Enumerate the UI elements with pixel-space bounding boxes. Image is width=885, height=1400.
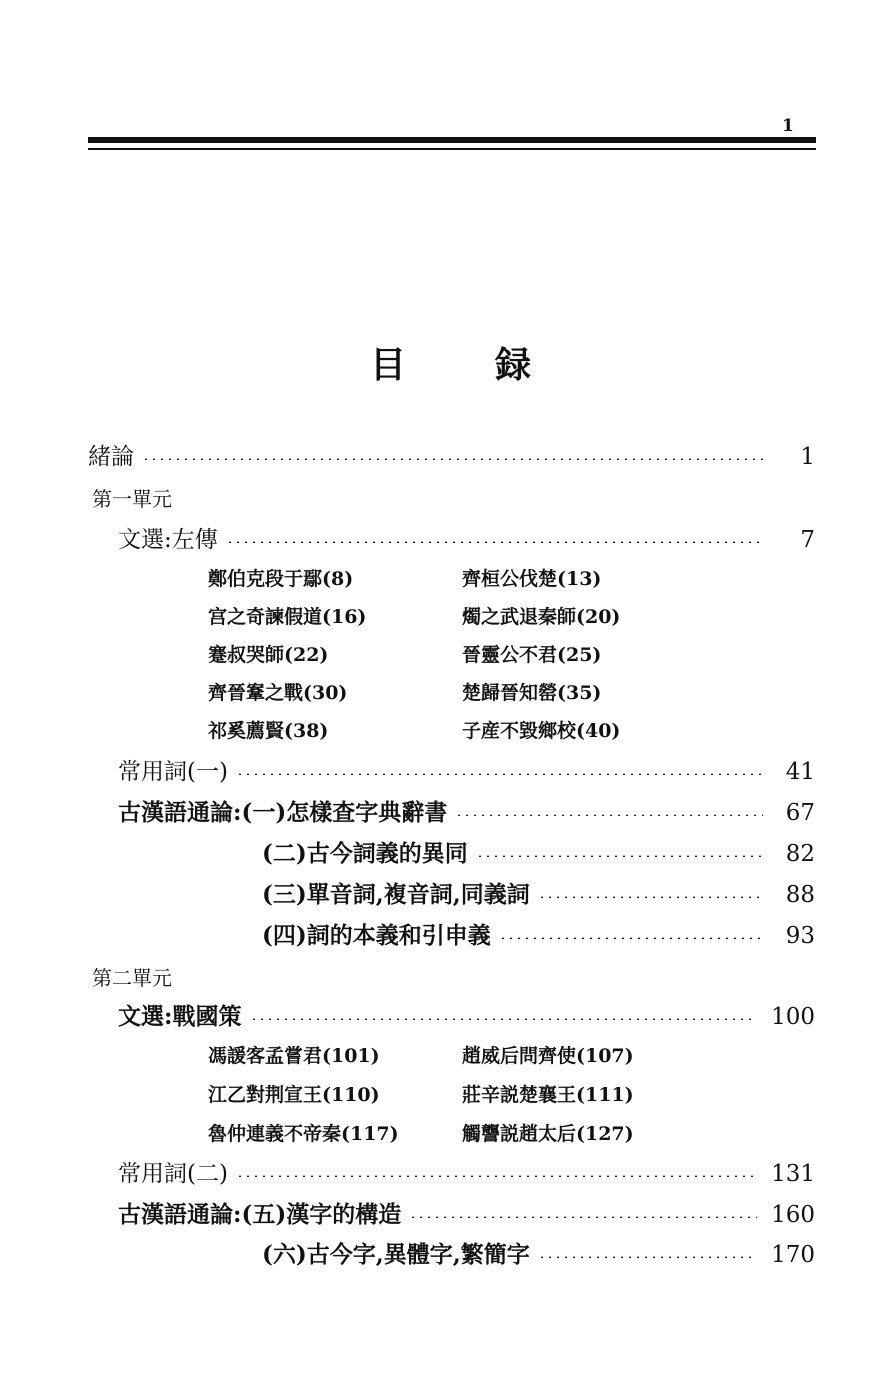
selection-item[interactable]: 鄭伯克段于鄢(8) [208,568,354,590]
toc-entry-page: 160 [771,1202,815,1228]
selection-item[interactable]: 祁奚薦賢(38) [208,720,329,742]
toc-entry-page: 41 [785,759,815,785]
toc-entry-theory-1[interactable] [118,796,815,830]
dot-leader [538,1256,757,1258]
title-char-1: 目 [370,344,407,386]
toc-entry-page: 7 [800,527,815,553]
page-title [370,340,540,390]
dot-leader [409,1216,757,1218]
toc-entry-theory-6[interactable] [262,1238,815,1272]
toc-entry-theory-4[interactable] [262,919,815,953]
toc-entry-label: 緒論 [88,444,134,470]
dot-leader [476,855,763,857]
toc-entry-label: (二)古今詞義的異同 [262,840,468,867]
toc-entry-label: (三)單音詞,複音詞,同義詞 [262,881,530,908]
toc-entry-page: 67 [785,800,815,826]
dot-leader [236,773,763,775]
dot-leader [455,814,763,816]
toc-entry-intro[interactable] [88,440,815,474]
selection-item[interactable]: 江乙對荆宣王(110) [208,1084,380,1106]
toc-entry-common-words-2[interactable] [118,1157,815,1191]
dot-leader [538,896,763,898]
toc-entry-wenxuan-1[interactable] [118,523,815,557]
selection-item[interactable]: 觸讋説趙太后(127) [462,1123,634,1145]
toc-entry-label: 常用詞(一) [118,759,228,785]
selection-item[interactable]: 宫之奇諫假道(16) [208,606,367,628]
selection-item[interactable]: 蹇叔哭師(22) [208,644,329,666]
selection-item[interactable]: 莊辛説楚襄王(111) [462,1084,634,1106]
selection-item[interactable]: 晉靈公不君(25) [462,644,602,666]
dot-leader [142,458,763,460]
toc-entry-label: (四)詞的本義和引申義 [262,922,491,949]
page-number: 1 [782,116,794,136]
selection-item[interactable]: 齊晉鞌之戰(30) [208,682,348,704]
toc-entry-page: 170 [771,1242,815,1268]
toc-entry-label: 文選:左傳 [118,527,218,553]
toc-entry-page: 100 [771,1004,815,1030]
title-char-2: 録 [495,344,532,386]
dot-leader [499,937,763,939]
toc-entry-wenxuan-2[interactable] [118,1000,815,1034]
toc-entry-page: 88 [785,882,815,908]
toc-entry-page: 131 [771,1161,815,1187]
toc-entry-theory-5[interactable] [118,1198,815,1232]
toc-entry-page: 1 [800,444,815,470]
dot-leader [250,1018,758,1020]
selection-item[interactable]: 馮諼客孟嘗君(101) [208,1045,380,1067]
toc-entry-label: 常用詞(二) [118,1161,228,1187]
dot-leader [236,1175,757,1177]
dot-leader [226,541,763,543]
unit-heading-1: 第一單元 [92,487,172,511]
selection-item[interactable]: 子産不毀鄉校(40) [462,720,621,742]
selection-item[interactable]: 楚歸晉知罃(35) [462,682,602,704]
toc-entry-label: 古漢語通論:(五)漢字的構造 [118,1201,402,1228]
toc-entry-theory-2[interactable] [262,837,815,871]
selection-item[interactable]: 趙威后問齊使(107) [462,1045,634,1067]
toc-entry-label: 古漢語通論:(一)怎樣查字典辭書 [118,799,448,826]
toc-entry-label: 文選:戰國策 [118,1003,242,1030]
selection-item[interactable]: 齊桓公伐楚(13) [462,568,602,590]
header-rule-thin [88,148,816,150]
selection-item[interactable]: 燭之武退秦師(20) [462,606,621,628]
unit-heading-2: 第二單元 [92,966,172,990]
toc-entry-page: 93 [785,923,815,949]
toc-entry-label: (六)古今字,異體字,繁簡字 [262,1241,530,1268]
header-rule-thick [88,137,816,143]
toc-entry-page: 82 [785,841,815,867]
selection-item[interactable]: 魯仲連義不帝秦(117) [208,1123,399,1145]
toc-entry-common-words-1[interactable] [118,755,815,789]
toc-entry-theory-3[interactable] [262,878,815,912]
